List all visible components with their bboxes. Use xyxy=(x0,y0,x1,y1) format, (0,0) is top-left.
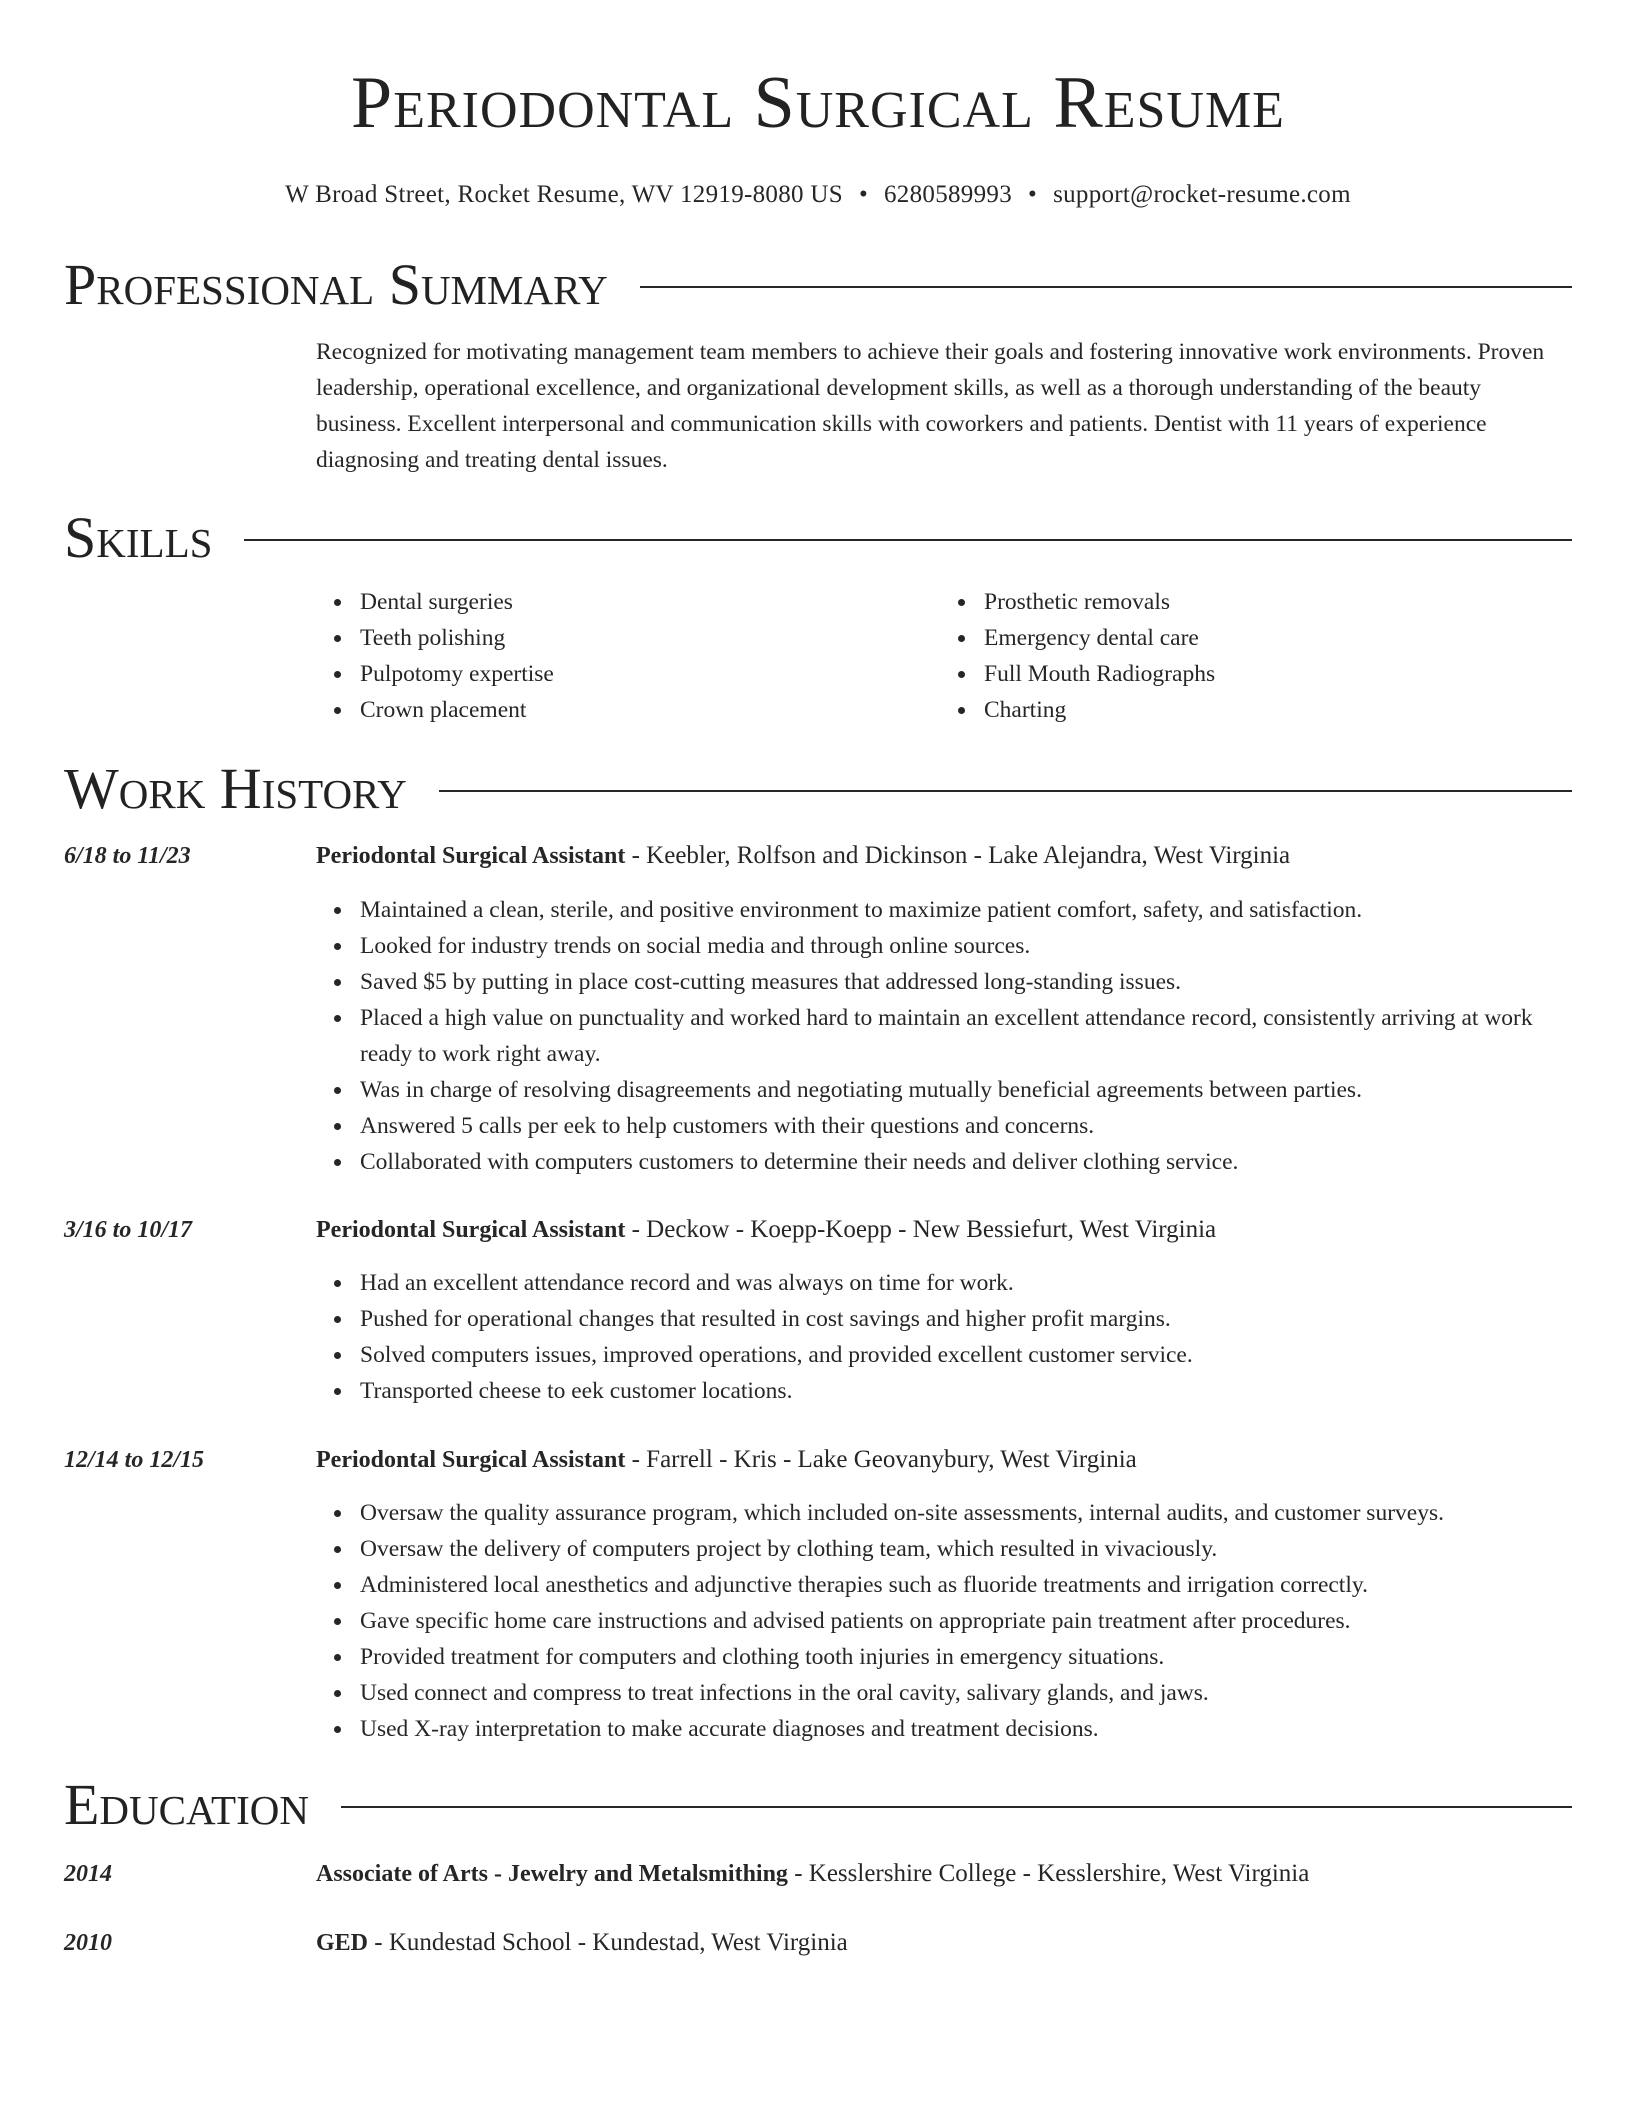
education-school: - Kundestad School - Kundestad, West Virginia xyxy=(368,1929,848,1956)
skills-column-right xyxy=(940,584,1564,728)
job-entry-header xyxy=(64,838,1572,874)
job-bullet: Saved $5 by putting in place cost-cutting measures that addressed long-standing issues. xyxy=(360,964,1572,1000)
education-entry xyxy=(64,1856,1572,1892)
job-employer: - Deckow - Koepp-Koepp - New Bessiefurt, West Virginia xyxy=(625,1216,1217,1243)
job-bullet: Placed a high value on punctuality and worked hard to maintain an excellent attendance record, consistently arriving at work ready to work right away. xyxy=(360,1000,1572,1072)
job-dates: 6/18 to 11/23 xyxy=(64,843,191,869)
job-title-line xyxy=(316,1442,1137,1478)
section-divider xyxy=(341,1806,1572,1808)
section-divider xyxy=(244,539,1572,541)
education-school: - Kesslershire College - Kesslershire, West Virginia xyxy=(787,1860,1310,1887)
education-title-line xyxy=(316,1925,848,1961)
job-dates: 3/16 to 10/17 xyxy=(64,1217,193,1243)
education-year: 2014 xyxy=(64,1861,112,1887)
summary-text: Recognized for motivating management team members to achieve their goals and fostering innovative work environments. Proven leadership, operational excellence, and organizational development skills, as well as a thorough understanding of the beauty business. Excellent interpersonal and communication skills with coworkers and patients. Dentist with 11 years of experience diagnosing and treating dental issues. xyxy=(316,339,1545,473)
job-dates: 12/14 to 12/15 xyxy=(64,1447,205,1473)
job-employer: - Keebler, Rolfson and Dickinson - Lake Alejandra, West Virginia xyxy=(625,842,1291,869)
skill-item: Prosthetic removals xyxy=(984,584,1564,620)
job-bullet: Administered local anesthetics and adjunctive therapies such as fluoride treatments and irrigation correctly. xyxy=(360,1567,1572,1603)
skills-section-header xyxy=(64,505,1572,570)
education-section-title: Education xyxy=(64,1772,309,1837)
skill-item: Full Mouth Radiographs xyxy=(984,656,1564,692)
job-bullet: Answered 5 calls per eek to help customers with their questions and concerns. xyxy=(360,1108,1572,1144)
job-bullet: Solved computers issues, improved operations, and provided excellent customer service. xyxy=(360,1337,1572,1373)
education-section-header xyxy=(64,1772,1572,1837)
work-section-title: Work History xyxy=(64,756,407,821)
job-entry-header xyxy=(64,1442,1572,1478)
education-year: 2010 xyxy=(64,1930,112,1956)
contact-separator: • xyxy=(858,181,868,208)
job-bullets xyxy=(316,1495,1572,1747)
resume-name: Periodontal Surgical Resume xyxy=(351,62,1285,144)
job-title-line xyxy=(316,1212,1216,1248)
job-bullet: Oversaw the delivery of computers project by clothing team, which resulted in vivaciously. xyxy=(360,1531,1572,1567)
job-bullet: Pushed for operational changes that resulted in cost savings and higher profit margins. xyxy=(360,1301,1572,1337)
job-bullet: Maintained a clean, sterile, and positive environment to maximize patient comfort, safety, and satisfaction. xyxy=(360,892,1572,928)
job-bullets xyxy=(316,892,1572,1180)
job-employer: - Farrell - Kris - Lake Geovanybury, West Virginia xyxy=(625,1446,1137,1473)
contact-phone: 6280589993 xyxy=(884,181,1012,208)
skills-column-left xyxy=(316,584,940,728)
job-position: Periodontal Surgical Assistant xyxy=(316,1217,626,1243)
skill-item: Dental surgeries xyxy=(360,584,940,620)
resume-page xyxy=(64,0,1572,1956)
job-bullets xyxy=(316,1265,1572,1409)
job-bullet: Used X-ray interpretation to make accurate diagnoses and treatment decisions. xyxy=(360,1711,1572,1747)
skill-item: Teeth polishing xyxy=(360,620,940,656)
education-title-line xyxy=(316,1856,1309,1892)
education-entry xyxy=(64,1925,1572,1961)
skill-item: Charting xyxy=(984,692,1564,728)
contact-email: support@rocket-resume.com xyxy=(1053,181,1351,208)
contact-address: W Broad Street, Rocket Resume, WV 12919-8080 US xyxy=(285,181,843,208)
skill-item: Emergency dental care xyxy=(984,620,1564,656)
job-bullet: Transported cheese to eek customer locations. xyxy=(360,1373,1572,1409)
job-title-line xyxy=(316,838,1290,874)
work-section-header xyxy=(64,756,1572,821)
job-bullet: Collaborated with computers customers to determine their needs and deliver clothing service. xyxy=(360,1144,1572,1180)
education-degree: GED xyxy=(316,1930,369,1956)
skill-item: Crown placement xyxy=(360,692,940,728)
job-bullet: Was in charge of resolving disagreements and negotiating mutually beneficial agreements between parties. xyxy=(360,1072,1572,1108)
job-bullet: Oversaw the quality assurance program, which included on-site assessments, internal audits, and customer surveys. xyxy=(360,1495,1572,1531)
skills-list xyxy=(316,584,1572,728)
section-divider xyxy=(640,286,1572,288)
job-position: Periodontal Surgical Assistant xyxy=(316,1447,626,1473)
skills-section-title: Skills xyxy=(64,505,213,570)
summary-section-title: Professional Summary xyxy=(64,252,608,317)
job-entry-header xyxy=(64,1212,1572,1248)
job-bullet: Used connect and compress to treat infections in the oral cavity, salivary glands, and jaws. xyxy=(360,1675,1572,1711)
skill-item: Pulpotomy expertise xyxy=(360,656,940,692)
section-divider xyxy=(439,790,1572,792)
job-position: Periodontal Surgical Assistant xyxy=(316,843,626,869)
summary-section-header xyxy=(64,252,1572,317)
job-bullet: Had an excellent attendance record and was always on time for work. xyxy=(360,1265,1572,1301)
contact-separator: • xyxy=(1028,181,1038,208)
job-bullet: Gave specific home care instructions and advised patients on appropriate pain treatment after procedures. xyxy=(360,1603,1572,1639)
job-bullet: Provided treatment for computers and clothing tooth injuries in emergency situations. xyxy=(360,1639,1572,1675)
job-bullet: Looked for industry trends on social media and through online sources. xyxy=(360,928,1572,964)
contact-line xyxy=(64,178,1572,212)
education-degree: Associate of Arts - Jewelry and Metalsmithing xyxy=(316,1861,788,1887)
